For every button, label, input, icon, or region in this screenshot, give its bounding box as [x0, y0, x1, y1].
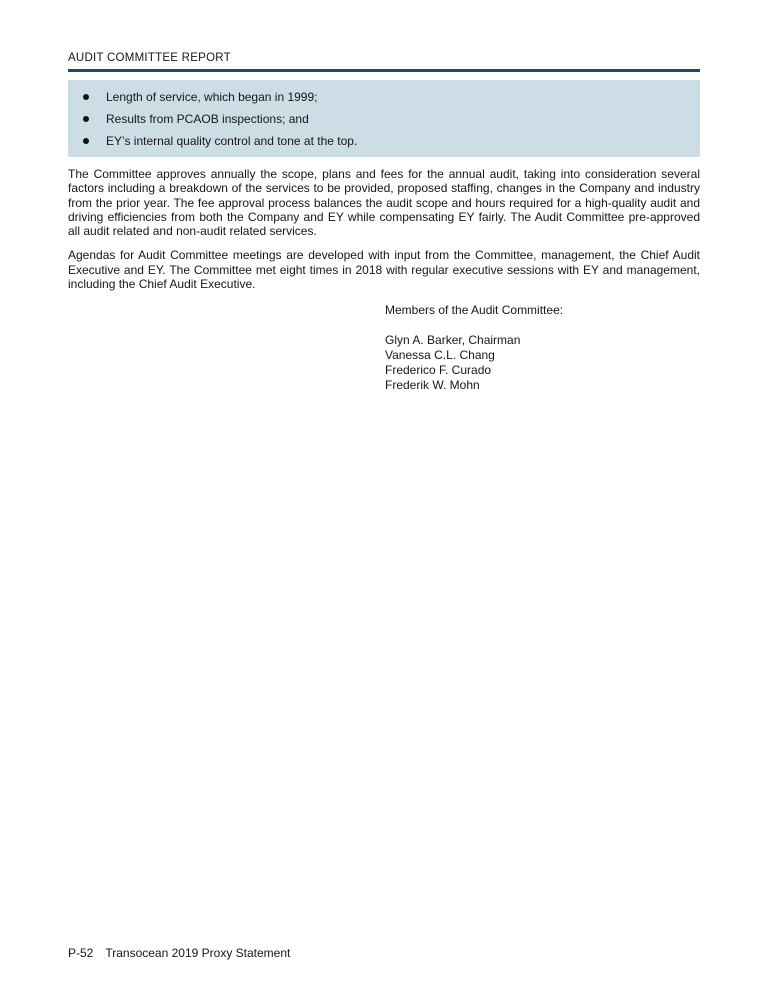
bullet-icon [83, 116, 89, 122]
bullet-item-text: Results from PCAOB inspections; and [106, 112, 309, 126]
bullet-item-text: Length of service, which began in 1999; [106, 90, 318, 104]
member-name: Vanessa C.L. Chang [385, 347, 495, 362]
member-name: Frederik W. Mohn [385, 377, 480, 392]
bullet-icon [83, 138, 89, 144]
bullet-icon [83, 94, 89, 100]
page-title: AUDIT COMMITTEE REPORT [68, 52, 231, 64]
list-item [68, 86, 700, 108]
list-item [68, 108, 700, 130]
member-name: Frederico F. Curado [385, 362, 492, 377]
page-content [68, 52, 700, 392]
members-block [385, 303, 700, 392]
header-rule [68, 69, 700, 72]
highlight-box [68, 80, 700, 157]
bullet-item-text: EY’s internal quality control and tone at the top. [106, 134, 358, 148]
page-footer [68, 946, 290, 960]
list-item [68, 130, 700, 152]
members-heading: Members of the Audit Committee: [385, 303, 564, 318]
member-name: Glyn A. Barker, Chairman [385, 333, 521, 348]
paragraph-fee-approval: The Committee approves annually the scope, plans and fees for the annual audit, taking into consideration several factors including a breakdown of the services to be provided, proposed staffing, changes in the Company and industry from the prior year. The fee approval process balances the audit scope and hours required for a high-quality audit and driving efficiencies from both the Company and EY while compensating EY fairly. The Audit Committee pre-approved all audit related and non-audit related services. [68, 167, 700, 239]
page-number: P-52 [68, 946, 94, 960]
footer-label: Transocean 2019 Proxy Statement [105, 946, 291, 960]
paragraph-agendas: Agendas for Audit Committee meetings are developed with input from the Committee, management, the Chief Audit Executive and EY. The Committee met eight times in 2018 with regular executive sessions with EY and management, including the Chief Audit Executive. [68, 248, 700, 292]
